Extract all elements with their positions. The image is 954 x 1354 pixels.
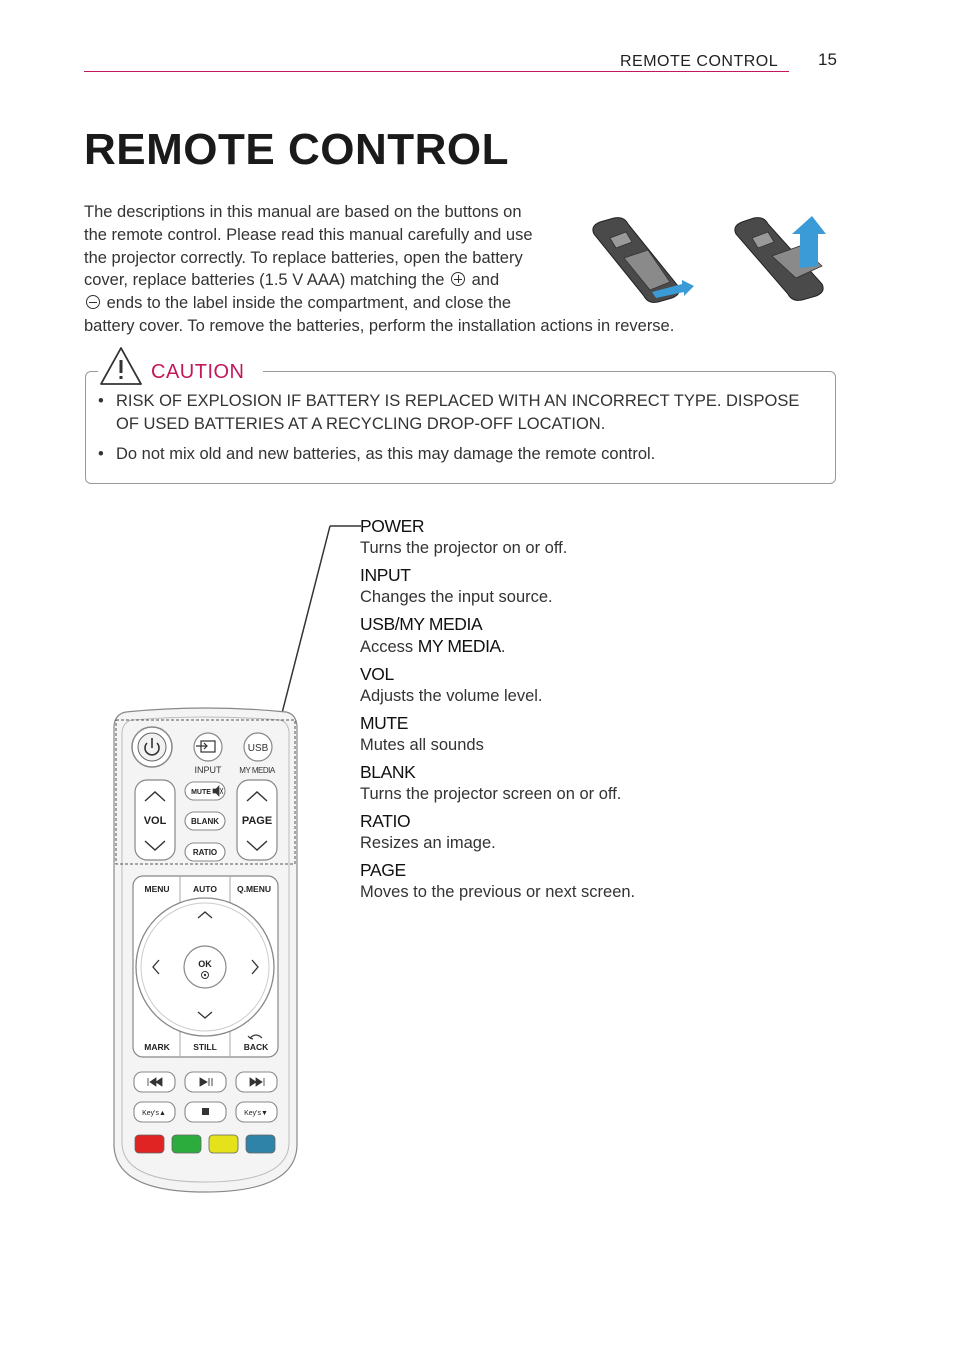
mute-button[interactable] — [185, 782, 225, 800]
definition-description: Mutes all sounds — [360, 736, 484, 754]
definition-term: INPUT — [360, 565, 411, 585]
menu-label: MENU — [144, 884, 170, 894]
header-section-title: REMOTE CONTROL — [620, 53, 779, 70]
definition-term: USB/MY MEDIA — [360, 614, 483, 634]
plus-symbol-icon — [451, 272, 465, 286]
rewind-button[interactable] — [134, 1072, 175, 1092]
minus-symbol-icon — [86, 295, 100, 309]
blank-label: BLANK — [191, 817, 219, 826]
keystone-down-label: Key's▼ — [244, 1110, 268, 1117]
ratio-button[interactable] — [185, 843, 225, 861]
definition-term: RATIO — [360, 811, 411, 831]
definition-term: VOL — [360, 664, 394, 684]
input-button[interactable] — [194, 733, 222, 761]
mark-label: MARK — [144, 1042, 170, 1052]
auto-label: AUTO — [193, 884, 217, 894]
page-rocker[interactable] — [237, 780, 277, 860]
remote-control-diagram — [108, 706, 303, 1196]
ratio-label: RATIO — [192, 848, 218, 857]
caution-item: • RISK OF EXPLOSION IF BATTERY IS REPLACED WITH AN INCORRECT TYPE. DISPOSE OF USED BATTERIES AT A RECYCLING DROP-OFF LOCATION. — [98, 390, 818, 436]
keystone-down-button[interactable] — [236, 1102, 277, 1122]
keystone-up-label: Key's▲ — [142, 1110, 166, 1117]
caution-label: CAUTION — [151, 361, 245, 383]
intro-line: battery cover. To remove the batteries, perform the installation actions in reverse. — [84, 316, 675, 335]
definition-term: MUTE — [360, 713, 408, 733]
caution-list — [98, 390, 818, 473]
page-number: 15 — [818, 50, 837, 69]
q-menu-label: Q.MENU — [237, 884, 271, 894]
usb-label: USB — [247, 743, 269, 754]
page-label: PAGE — [241, 815, 273, 827]
header-rule — [84, 71, 789, 72]
blue-button[interactable] — [246, 1135, 275, 1153]
mark-button[interactable] — [144, 1042, 170, 1052]
fast-forward-button[interactable] — [236, 1072, 277, 1092]
definition-term: POWER — [360, 516, 425, 536]
still-button[interactable] — [193, 1042, 217, 1052]
ok-label: OK — [198, 959, 212, 969]
auto-button[interactable] — [193, 884, 217, 894]
still-label: STILL — [193, 1042, 217, 1052]
stop-button[interactable] — [185, 1102, 226, 1122]
back-label: BACK — [243, 1042, 269, 1052]
definition-text: . — [500, 638, 506, 656]
yellow-button[interactable] — [209, 1135, 238, 1153]
ok-button[interactable] — [184, 946, 226, 988]
warning-triangle-icon — [98, 346, 144, 386]
definition-description: Turns the projector screen on or off. — [360, 785, 622, 803]
play-pause-button[interactable] — [185, 1072, 226, 1092]
definition-text: Access — [360, 638, 418, 656]
vol-label: VOL — [143, 815, 167, 827]
red-button[interactable] — [135, 1135, 164, 1153]
definition-inline-term: MY MEDIA — [417, 636, 501, 656]
power-button[interactable] — [132, 727, 172, 767]
definition-description: Turns the projector on or off. — [360, 539, 568, 557]
keystone-up-button[interactable] — [134, 1102, 175, 1122]
intro-line: The descriptions in this manual are based on the buttons on — [84, 203, 522, 221]
definition-description: Moves to the previous or next screen. — [360, 883, 636, 901]
blank-button[interactable] — [185, 812, 225, 830]
button-definitions — [360, 515, 780, 908]
intro-line-text: cover, replace batteries (1.5 V AAA) matching the — [84, 271, 450, 290]
my-media-label: MY MEDIA — [239, 766, 275, 775]
vol-rocker[interactable] — [135, 780, 175, 860]
definition-description: Changes the input source. — [360, 588, 553, 606]
definition-term: BLANK — [360, 762, 416, 782]
mute-label: MUTE — [191, 789, 211, 796]
definition-description — [360, 635, 780, 658]
caution-item: • Do not mix old and new batteries, as this may damage the remote control. — [98, 443, 818, 466]
usb-button[interactable] — [244, 733, 272, 761]
intro-line-text: ends to the label inside the compartment, and close the — [102, 294, 512, 313]
intro-line: the remote control. Please read this manual carefully and use — [84, 225, 533, 244]
battery-replacement-illustration — [586, 212, 836, 304]
green-button[interactable] — [172, 1135, 201, 1153]
input-label: INPUT — [194, 765, 222, 775]
intro-line-text: and — [467, 271, 500, 290]
callout-leader-line — [275, 515, 365, 725]
q-menu-button[interactable] — [237, 884, 271, 894]
definition-description: Resizes an image. — [360, 834, 496, 852]
definition-term: PAGE — [360, 860, 406, 880]
intro-line: the projector correctly. To replace batteries, open the battery — [84, 248, 523, 267]
menu-button[interactable] — [144, 884, 169, 894]
page-title: REMOTE CONTROL — [84, 125, 509, 174]
definition-description: Adjusts the volume level. — [360, 687, 543, 705]
stop-icon — [202, 1108, 209, 1115]
